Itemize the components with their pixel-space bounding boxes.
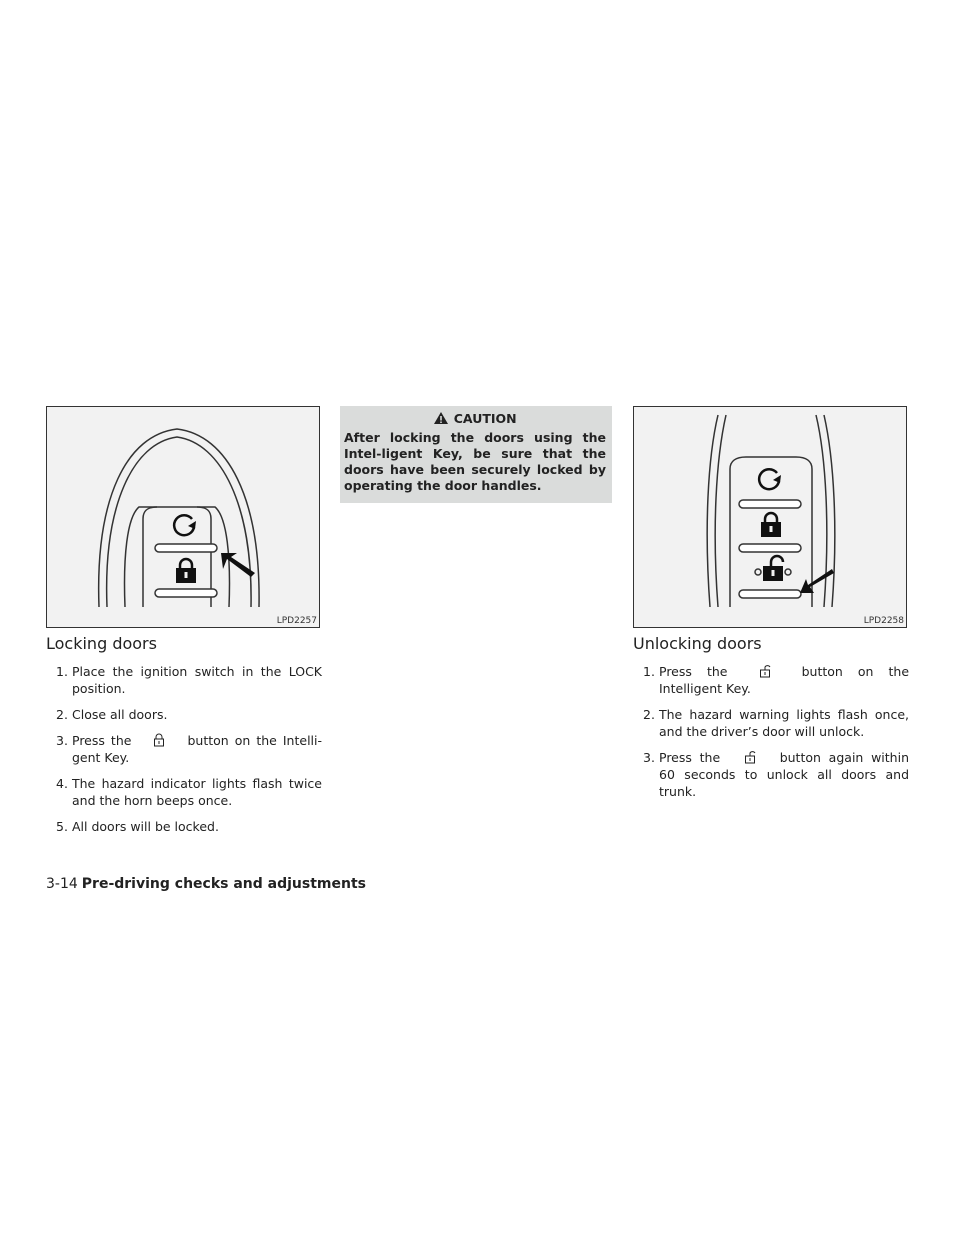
step-text: The hazard warning lights flash once, and the driver’s door will unlock. (659, 707, 909, 739)
step-number: 2. (56, 707, 68, 722)
section-heading: Locking doors (46, 634, 157, 653)
page-footer (46, 876, 366, 892)
step-list (633, 663, 909, 800)
section-heading: Unlocking doors (633, 634, 762, 653)
list-item (633, 663, 909, 697)
step-number: 1. (643, 664, 655, 679)
list-item (46, 706, 322, 723)
key-fob-unlock-illustration (634, 407, 906, 627)
step-text: Place the ignition switch in the LOCK position. (72, 664, 322, 696)
step-list (46, 663, 322, 835)
unlock-button-icon (743, 664, 787, 678)
section-title: Pre-driving checks and adjustments (81, 876, 366, 892)
list-item (46, 818, 322, 835)
list-item (46, 663, 322, 697)
step-text: The hazard indicator lights flash twice and the horn beeps once. (72, 776, 322, 808)
step-text: Press the (659, 750, 721, 765)
caution-title: CAUTION (453, 411, 517, 426)
remote-start-icon (759, 469, 781, 489)
list-item (633, 749, 909, 800)
right-column (633, 406, 909, 809)
figure-key-fob-lock (46, 406, 320, 628)
step-text: Close all doors. (72, 707, 168, 722)
page-number: 3-14 (46, 876, 78, 892)
caution-text: After locking the doors using the Intel-ligent Key, be sure that the doors have been securely locked by operating the door handles. (344, 430, 606, 493)
figure-code: LPD2257 (276, 616, 317, 626)
step-number: 1. (56, 664, 68, 679)
warning-triangle-icon (433, 411, 449, 425)
unlock-icon (763, 556, 783, 581)
list-item (46, 775, 322, 809)
lock-icon (176, 559, 196, 583)
lock-icon (761, 513, 781, 537)
key-fob-lock-illustration (47, 407, 319, 627)
caution-header (344, 411, 606, 426)
middle-column (340, 406, 612, 503)
step-text: All doors will be locked. (72, 819, 219, 834)
step-text: Press the (659, 664, 728, 679)
step-text: button on the Intelli-gent Key. (72, 733, 322, 765)
left-column (46, 406, 322, 844)
step-number: 5. (56, 819, 68, 834)
unlock-button-icon (728, 750, 772, 764)
figure-code: LPD2258 (863, 616, 904, 626)
step-number: 3. (643, 750, 655, 765)
list-item (46, 732, 322, 766)
remote-start-icon (174, 515, 196, 535)
step-number: 3. (56, 733, 68, 748)
caution-box (340, 406, 612, 503)
lock-button-icon (137, 733, 181, 747)
step-number: 2. (643, 707, 655, 722)
step-text: Press the (72, 733, 132, 748)
step-text: button again within 60 seconds to unlock all doors and trunk. (659, 750, 910, 799)
list-item (633, 706, 909, 740)
step-text: button on the Intelligent Key. (659, 664, 910, 696)
figure-key-fob-unlock (633, 406, 907, 628)
arrow-icon (800, 569, 834, 593)
step-number: 4. (56, 776, 68, 791)
